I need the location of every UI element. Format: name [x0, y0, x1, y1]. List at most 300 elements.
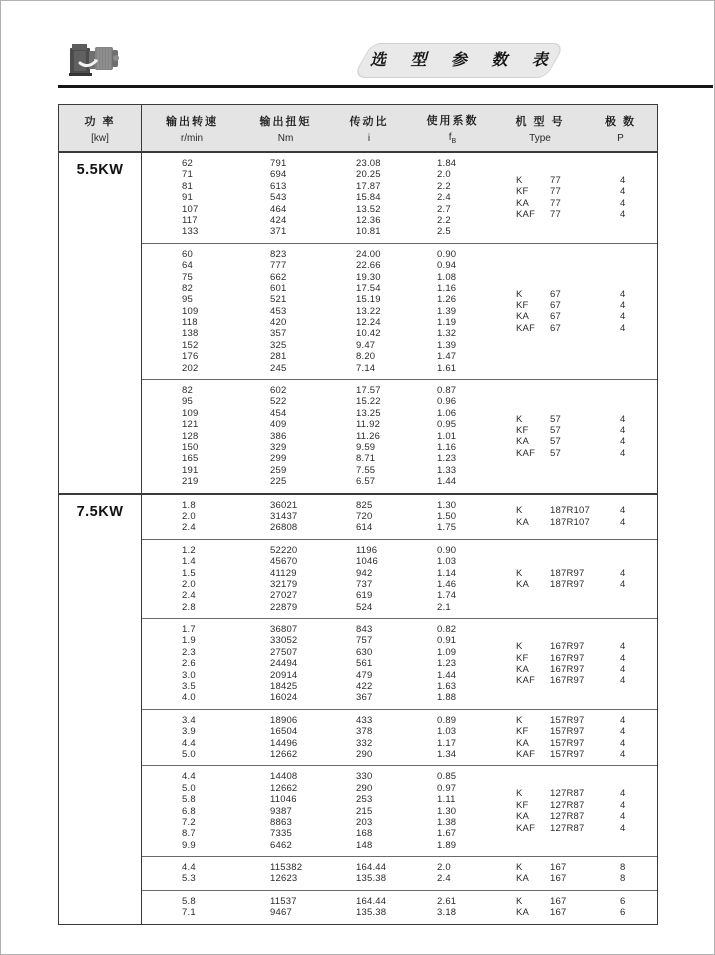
service-factor-value: 1.67 — [437, 828, 457, 840]
power-section — [59, 153, 657, 493]
output-speed-value: 3.4 — [182, 714, 196, 726]
header-divider — [58, 85, 713, 88]
ratio-column — [356, 715, 437, 761]
poles-value: 8 — [620, 862, 626, 874]
output-speed-value: 1.8 — [182, 499, 196, 511]
type-prefix: KA — [516, 436, 530, 448]
poles-value: 6 — [620, 907, 626, 919]
ratio-value: 19.30 — [356, 271, 381, 283]
output-torque-value: 22879 — [270, 601, 298, 613]
type-prefix: KF — [516, 799, 529, 811]
type-value — [516, 738, 620, 749]
service-factor-value: 1.23 — [437, 453, 457, 465]
output-torque-value: 694 — [270, 169, 287, 181]
type-prefix: K — [516, 641, 523, 653]
output-speed-value: 109 — [182, 407, 199, 419]
type-value — [516, 175, 620, 186]
output-speed-value: 6.8 — [182, 805, 196, 817]
service-factor-value: 2.5 — [437, 226, 451, 238]
output-speed-value: 5.3 — [182, 873, 196, 885]
ratio-value: 253 — [356, 794, 373, 806]
poles-column — [620, 788, 656, 834]
poles-value: 4 — [620, 748, 626, 760]
output-torque-value: 371 — [270, 226, 287, 238]
output-speed-value: 62 — [182, 158, 193, 169]
data-block — [142, 495, 657, 539]
output-speed-value: 4.4 — [182, 862, 196, 874]
ratio-value: 9.59 — [356, 441, 376, 453]
service-factor-value: 1.11 — [437, 794, 456, 806]
output-speed-value: 202 — [182, 362, 199, 374]
service-factor-value: 0.90 — [437, 544, 457, 556]
ratio-value: 332 — [356, 737, 373, 749]
output-torque-value: 41129 — [270, 567, 297, 579]
output-speed-value: 133 — [182, 226, 199, 238]
ratio-value: 15.19 — [356, 294, 381, 306]
type-column — [516, 862, 620, 885]
data-block — [142, 709, 657, 766]
service-factor-value: 1.46 — [437, 578, 457, 590]
service-factor-value: 1.88 — [437, 692, 457, 704]
header-service-factor-unit: $f_B$ — [448, 131, 457, 145]
ratio-value: 164.44 — [356, 862, 387, 874]
header-type-unit: Type — [529, 132, 551, 144]
output-torque-value: 115382 — [270, 862, 303, 874]
output-torque-value: 522 — [270, 396, 287, 408]
poles-value: 4 — [620, 714, 626, 726]
ratio-column — [356, 385, 437, 488]
ratio-value: 10.42 — [356, 328, 381, 340]
output-torque-value: 225 — [270, 476, 287, 488]
output-torque-value: 11537 — [270, 895, 297, 907]
output-speed-column — [182, 715, 270, 761]
type-prefix: K — [516, 175, 523, 187]
output-torque-value: 777 — [270, 260, 287, 272]
poles-value: 4 — [620, 413, 626, 425]
type-column — [516, 641, 620, 687]
ratio-value: 290 — [356, 782, 373, 794]
output-speed-value: 4.4 — [182, 771, 196, 783]
header-ratio-unit: i — [367, 132, 371, 144]
service-factor-value: 2.7 — [437, 203, 451, 215]
type-size: 77 — [550, 209, 561, 221]
header-type-label: 机 型 号 — [515, 115, 565, 128]
poles-value: 4 — [620, 299, 626, 311]
ratio-value: 11.26 — [356, 430, 381, 442]
output-speed-value: 5.0 — [182, 782, 196, 794]
service-factor-value: 2.0 — [437, 169, 451, 181]
output-speed-value: 4.4 — [182, 737, 196, 749]
service-factor-column — [437, 715, 516, 761]
output-speed-value: 2.4 — [182, 590, 196, 602]
power-label: 5.5KW — [59, 153, 142, 493]
type-value — [516, 436, 620, 447]
type-prefix: KF — [516, 186, 529, 198]
type-column — [516, 175, 620, 221]
type-size: 77 — [550, 197, 561, 209]
header-poles — [584, 105, 657, 151]
type-column — [516, 896, 620, 919]
type-column — [516, 568, 620, 591]
output-torque-value: 36807 — [270, 624, 298, 636]
service-factor-value: 1.08 — [437, 271, 457, 283]
service-factor-value: 1.34 — [437, 748, 457, 760]
service-factor-value: 2.0 — [437, 862, 451, 874]
poles-value: 4 — [620, 788, 626, 800]
type-value — [516, 862, 620, 873]
output-torque-value: 7335 — [270, 828, 292, 840]
output-speed-value: 3.9 — [182, 726, 196, 738]
type-prefix: KAF — [516, 675, 536, 687]
ratio-value: 942 — [356, 567, 373, 579]
type-value — [516, 811, 620, 822]
type-value — [516, 664, 620, 675]
ratio-value: 1046 — [356, 556, 378, 568]
output-torque-column — [270, 896, 356, 919]
power-label: 7.5KW — [59, 495, 142, 924]
ratio-value: 720 — [356, 510, 373, 522]
type-prefix: KAF — [516, 209, 536, 221]
output-speed-column — [182, 385, 270, 488]
ratio-value: 290 — [356, 748, 373, 760]
poles-column — [620, 568, 656, 591]
service-factor-value: 1.09 — [437, 646, 457, 658]
type-prefix: KAF — [516, 322, 536, 334]
output-torque-value: 6462 — [270, 839, 292, 851]
type-value — [516, 726, 620, 737]
type-prefix: KA — [516, 578, 530, 590]
service-factor-value: 1.33 — [437, 464, 457, 476]
output-torque-value: 454 — [270, 407, 287, 419]
ratio-value: 8.20 — [356, 351, 376, 363]
service-factor-value: 0.87 — [437, 385, 457, 397]
type-value — [516, 715, 620, 726]
type-size: 127R87 — [550, 788, 585, 800]
output-speed-value: 2.0 — [182, 578, 196, 590]
poles-value: 4 — [620, 288, 626, 300]
type-value — [516, 641, 620, 652]
header-service-factor — [409, 105, 496, 151]
type-size: 157R97 — [550, 726, 585, 738]
poles-column — [620, 641, 656, 687]
output-speed-value: 128 — [182, 430, 199, 442]
output-speed-value: 219 — [182, 476, 199, 488]
output-torque-column — [270, 715, 356, 761]
type-size: 67 — [550, 311, 561, 323]
type-value — [516, 517, 620, 528]
service-factor-value: 0.91 — [437, 635, 457, 647]
output-torque-column — [270, 385, 356, 488]
ratio-value: 135.38 — [356, 873, 387, 885]
output-speed-value: 5.8 — [182, 895, 196, 907]
output-speed-column — [182, 862, 270, 885]
header-power-unit: [kw] — [91, 132, 109, 144]
type-column — [516, 505, 620, 528]
type-size: 57 — [550, 413, 561, 425]
header-ratio-label: 传动比 — [349, 115, 389, 128]
type-value — [516, 414, 620, 425]
service-factor-value: 0.85 — [437, 771, 457, 783]
type-prefix: KA — [516, 873, 530, 885]
output-speed-value: 2.4 — [182, 522, 196, 534]
output-torque-value: 12662 — [270, 782, 298, 794]
service-factor-value: 0.89 — [437, 714, 457, 726]
page-title: 选 型 参 数 表 — [370, 52, 558, 69]
ratio-value: 24.00 — [356, 248, 381, 260]
ratio-value: 203 — [356, 816, 373, 828]
type-size: 57 — [550, 447, 561, 459]
poles-column — [620, 289, 656, 335]
service-factor-value: 1.23 — [437, 658, 457, 670]
header-ratio — [329, 105, 409, 151]
poles-column — [620, 715, 656, 761]
header-torque-label: 输出扭矩 — [259, 115, 312, 128]
output-speed-value: 2.8 — [182, 601, 196, 613]
output-torque-value: 16504 — [270, 726, 298, 738]
output-speed-value: 107 — [182, 203, 199, 215]
ratio-value: 13.25 — [356, 407, 381, 419]
service-factor-value: 1.06 — [437, 407, 457, 419]
output-speed-value: 121 — [182, 419, 199, 431]
type-prefix: KA — [516, 737, 530, 749]
output-torque-value: 259 — [270, 464, 287, 476]
output-torque-value: 27507 — [270, 646, 298, 658]
type-size: 67 — [550, 288, 561, 300]
type-size: 167 — [550, 907, 567, 919]
type-value — [516, 568, 620, 579]
poles-column — [620, 505, 656, 528]
output-torque-value: 543 — [270, 192, 287, 204]
type-value — [516, 579, 620, 590]
poles-value: 4 — [620, 197, 626, 209]
section-blocks — [142, 153, 657, 493]
poles-value: 4 — [620, 209, 626, 221]
ratio-value: 1196 — [356, 544, 378, 556]
type-size: 187R107 — [550, 516, 590, 528]
ratio-value: 17.54 — [356, 282, 381, 294]
output-speed-value: 2.0 — [182, 510, 196, 522]
output-torque-column — [270, 158, 356, 238]
section-blocks — [142, 495, 657, 924]
output-torque-value: 16024 — [270, 692, 298, 704]
service-factor-value: 1.16 — [437, 441, 457, 453]
service-factor-value: 1.75 — [437, 522, 457, 534]
ratio-value: 10.81 — [356, 226, 381, 238]
data-block — [142, 243, 657, 379]
type-size: 157R97 — [550, 714, 585, 726]
ratio-value: 20.25 — [356, 169, 381, 181]
type-size: 167R97 — [550, 641, 585, 653]
output-torque-value: 26808 — [270, 522, 298, 534]
output-torque-value: 420 — [270, 317, 287, 329]
type-value — [516, 823, 620, 834]
type-value — [516, 896, 620, 907]
output-torque-value: 823 — [270, 248, 287, 260]
output-speed-value: 152 — [182, 339, 199, 351]
output-speed-value: 176 — [182, 351, 199, 363]
ratio-value: 630 — [356, 646, 373, 658]
ratio-value: 15.22 — [356, 396, 381, 408]
poles-value: 4 — [620, 652, 626, 664]
header-service-factor-label: 使用系数 — [426, 114, 479, 127]
output-speed-value: 82 — [182, 385, 193, 397]
output-speed-value: 60 — [182, 248, 193, 260]
poles-value: 4 — [620, 505, 626, 517]
type-size: 77 — [550, 186, 561, 198]
service-factor-value: 0.90 — [437, 248, 457, 260]
type-size: 167 — [550, 862, 567, 874]
type-value — [516, 186, 620, 197]
poles-value: 4 — [620, 663, 626, 675]
poles-value: 4 — [620, 737, 626, 749]
output-speed-value: 81 — [182, 180, 193, 192]
type-prefix: K — [516, 413, 523, 425]
header-power-label: 功 率 — [84, 115, 116, 128]
data-block — [142, 539, 657, 618]
data-block — [142, 153, 657, 243]
poles-value: 4 — [620, 436, 626, 448]
ratio-value: 422 — [356, 681, 373, 693]
type-prefix: K — [516, 288, 523, 300]
output-speed-value: 138 — [182, 328, 199, 340]
output-speed-value: 7.2 — [182, 816, 196, 828]
header-torque-unit: Nm — [277, 132, 294, 144]
type-size: 57 — [550, 424, 561, 436]
service-factor-value: 1.19 — [437, 317, 457, 329]
output-speed-value: 117 — [182, 214, 198, 226]
service-factor-value: 2.2 — [437, 214, 451, 226]
type-size: 167R97 — [550, 652, 585, 664]
poles-value: 4 — [620, 726, 626, 738]
poles-value: 4 — [620, 186, 626, 198]
output-torque-value: 281 — [270, 351, 287, 363]
poles-column — [620, 175, 656, 221]
type-prefix: K — [516, 505, 523, 517]
type-prefix: K — [516, 567, 523, 579]
type-prefix: KAF — [516, 822, 536, 834]
ratio-value: 7.14 — [356, 362, 376, 374]
output-torque-value: 662 — [270, 271, 287, 283]
ratio-value: 367 — [356, 692, 373, 704]
service-factor-column — [437, 862, 516, 885]
type-value — [516, 873, 620, 884]
type-size: 77 — [550, 175, 561, 187]
output-torque-value: 424 — [270, 214, 287, 226]
service-factor-value: 2.2 — [437, 180, 451, 192]
ratio-value: 433 — [356, 714, 373, 726]
data-block — [142, 618, 657, 709]
output-torque-value: 613 — [270, 180, 287, 192]
output-torque-value: 33052 — [270, 635, 298, 647]
type-value — [516, 198, 620, 209]
type-column — [516, 715, 620, 761]
type-size: 67 — [550, 322, 561, 334]
output-speed-value: 7.1 — [182, 907, 196, 919]
type-value — [516, 505, 620, 516]
service-factor-value: 2.4 — [437, 192, 451, 204]
service-factor-column — [437, 249, 516, 374]
type-prefix: K — [516, 714, 523, 726]
header-poles-unit: P — [617, 132, 624, 144]
type-prefix: KA — [516, 907, 530, 919]
output-speed-value: 1.5 — [182, 567, 196, 579]
service-factor-value: 0.95 — [437, 419, 457, 431]
ratio-value: 619 — [356, 590, 373, 602]
service-factor-value: 1.61 — [437, 362, 457, 374]
output-torque-column — [270, 862, 356, 885]
type-value — [516, 907, 620, 918]
ratio-value: 164.44 — [356, 895, 387, 907]
type-value — [516, 448, 620, 459]
header-speed-unit: r/min — [180, 132, 204, 144]
service-factor-column — [437, 771, 516, 851]
output-torque-value: 329 — [270, 441, 287, 453]
ratio-value: 378 — [356, 726, 373, 738]
ratio-value: 13.52 — [356, 203, 381, 215]
output-torque-column — [270, 545, 356, 613]
type-value — [516, 323, 620, 334]
output-speed-column — [182, 624, 270, 704]
output-torque-value: 325 — [270, 339, 287, 351]
ratio-value: 15.84 — [356, 192, 381, 204]
type-size: 167R97 — [550, 675, 585, 687]
data-block — [142, 765, 657, 856]
output-speed-value: 118 — [182, 317, 198, 329]
output-torque-column — [270, 771, 356, 851]
ratio-value: 215 — [356, 805, 373, 817]
type-size: 167R97 — [550, 663, 585, 675]
output-speed-value: 1.7 — [182, 624, 196, 636]
service-factor-value: 1.39 — [437, 305, 457, 317]
service-factor-column — [437, 385, 516, 488]
ratio-value: 6.57 — [356, 476, 376, 488]
type-column — [516, 788, 620, 834]
type-prefix: KA — [516, 197, 530, 209]
service-factor-value: 1.63 — [437, 681, 457, 693]
ratio-value: 13.22 — [356, 305, 381, 317]
ratio-column — [356, 500, 437, 534]
ratio-value: 22.66 — [356, 260, 381, 272]
service-factor-value: 0.94 — [437, 260, 457, 272]
header-poles-label: 极 数 — [604, 115, 637, 128]
service-factor-value: 1.30 — [437, 499, 457, 511]
poles-value: 4 — [620, 578, 626, 590]
output-speed-value: 5.8 — [182, 794, 196, 806]
output-torque-value: 20914 — [270, 669, 298, 681]
ratio-value: 135.38 — [356, 907, 387, 919]
service-factor-column — [437, 500, 516, 534]
service-factor-value: 1.14 — [437, 567, 457, 579]
type-value — [516, 675, 620, 686]
output-speed-column — [182, 545, 270, 613]
type-value — [516, 749, 620, 760]
ratio-value: 8.71 — [356, 453, 376, 465]
output-torque-value: 24494 — [270, 658, 298, 670]
output-speed-value: 71 — [182, 169, 193, 181]
output-torque-value: 245 — [270, 362, 287, 374]
output-torque-value: 521 — [270, 294, 287, 306]
poles-column — [620, 862, 656, 885]
poles-value: 4 — [620, 641, 626, 653]
service-factor-value: 2.61 — [437, 895, 457, 907]
ratio-value: 825 — [356, 499, 373, 511]
output-torque-value: 31437 — [270, 510, 298, 522]
service-factor-value: 1.74 — [437, 590, 457, 602]
type-prefix: K — [516, 862, 523, 874]
ratio-value: 23.08 — [356, 158, 381, 169]
output-speed-value: 3.5 — [182, 681, 196, 693]
type-prefix: KA — [516, 663, 530, 675]
